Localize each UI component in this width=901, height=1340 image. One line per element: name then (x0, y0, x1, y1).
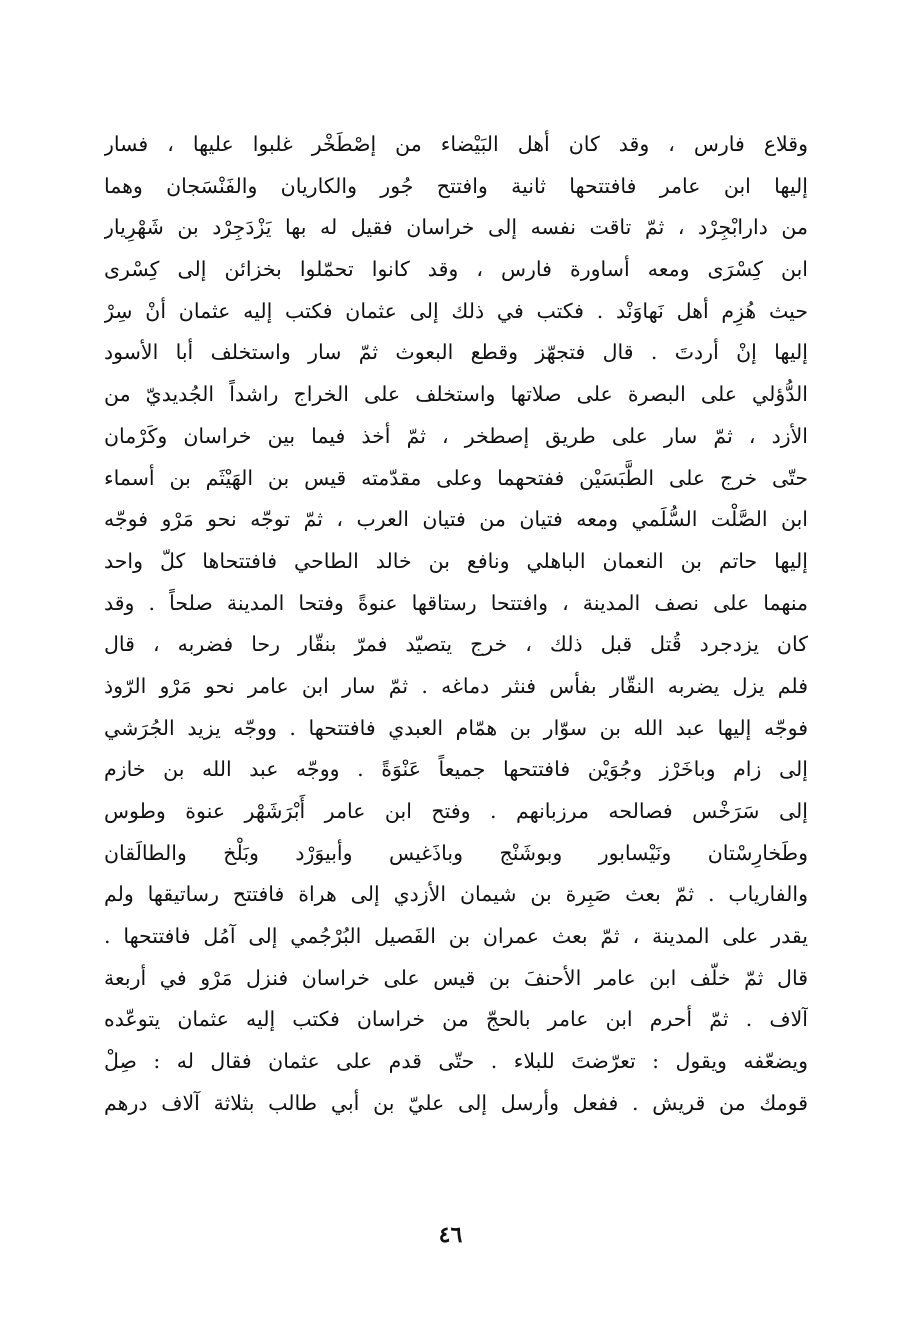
page-number: ٤٦ (438, 1222, 463, 1248)
text-line: والفارياب . ثمّ بعث صَبِرة بن شيمان الأزدي إلى هراة فافتتح رساتيقها ولم (104, 882, 808, 907)
text-line: ويضعّفه ويقول : تعرّضتَ للبلاء . حتّى قدم على عثمان فقال له : صِلْ (104, 1049, 808, 1074)
text-line: الأزد ، ثمّ سار على طريق إصطخر ، ثمّ أخذ فيما بين خراسان وكَرْمان (104, 423, 808, 448)
text-line: قومك من قريش . ففعل وأرسل إلى عليّ بن أبي طالب بثلاثة آلاف درهم (104, 1090, 808, 1115)
text-line: منهما على نصف المدينة ، وافتتحا رستاقها عنوةً وفتحا المدينة صلحاً . وقد (104, 590, 808, 615)
text-line: كان يزدجرد قُتل قبل ذلك ، خرج يتصيّد فمرّ بنقّار رحا فضربه ، قال (104, 632, 808, 657)
text-line: آلاف . ثمّ أحرم ابن عامر بالحجّ من خراسان فكتب إليه عثمان يتوعّده (104, 1007, 808, 1032)
text-line: إلى زام وباخَرْز وجُوَيْن فافتتحها جميعاً عَنْوَةً . ووجّه عبد الله بن خازم (104, 757, 808, 782)
text-line: فوجّه إليها عبد الله بن سوّار بن همّام العبدي فافتتحها . ووجّه يزيد الجُرَشي (104, 715, 808, 740)
text-line: حيث هُزِم أهل نَهاوَنْد . فكتب في ذلك إلى عثمان فكتب إليه عثمان أنْ سِرْ (104, 298, 808, 323)
text-line: إليها إنْ أردتَ . قال فتجهّز وقطع البعوث ثمّ سار واستخلف أبا الأسود (104, 340, 808, 365)
body-text (104, 124, 808, 1125)
text-line: إليها حاتم بن النعمان الباهلي ونافع بن خالد الطاحي فافتتحاها كلّ واحد (104, 548, 808, 573)
text-line: من دارابْجِرْد ، ثمّ تاقت نفسه إلى خراسان فقيل له بها يَزْدَجِرْد بن شَهْرِيار (104, 215, 808, 240)
text-line: إليها ابن عامر فافتتحها ثانية وافتتح جُور والكاريان والفَنْسَجان وهما (104, 173, 808, 198)
text-line: وطَخارِسْتان ونَيْسابور وبوشَنْج وباذَغيس وأبيوَرْد وبَلْخ والطالَقان (104, 840, 808, 865)
text-line: حتّى خرج على الطَّبَسَيْن ففتحهما وعلى مقدّمته قيس بن الهَيْثَم بن أسماء (104, 465, 808, 490)
text-line: يقدر على المدينة ، ثمّ بعث عمران بن الفَصيل البُرْجُمي إلى آمُل فافتتحها . (104, 924, 808, 949)
text-line: إلى سَرَخْس فصالحه مرزبانهم . وفتح ابن عامر أَبْرَشَهْر عنوة وطوس (104, 799, 808, 823)
text-line: ابن كِسْرَى ومعه أساورة فارس ، وقد كانوا تحمّلوا بخزائن إلى كِسْرى (104, 257, 808, 282)
text-line: الدُّؤلي على البصرة على صلاتها واستخلف على الخراج راشداً الجُديديّ من (104, 382, 808, 407)
text-line: فلم يزل يضربه النقّار بفأس فنثر دماغه . ثمّ سار ابن عامر نحو مَرْو الرّوذ (104, 673, 808, 698)
text-line: قال ثمّ خلّف ابن عامر الأحنفَ بن قيس على خراسان فنزل مَرْو في أربعة (104, 965, 808, 990)
text-line: ابن الصَّلْت السُّلَمي ومعه فتيان من فتيان العرب ، ثمّ توجّه نحو مَرْو فوجّه (104, 507, 808, 532)
text-line: وقلاع فارس ، وقد كان أهل البَيْضاء من إصْطَخْر غلبوا عليها ، فسار (104, 132, 808, 156)
